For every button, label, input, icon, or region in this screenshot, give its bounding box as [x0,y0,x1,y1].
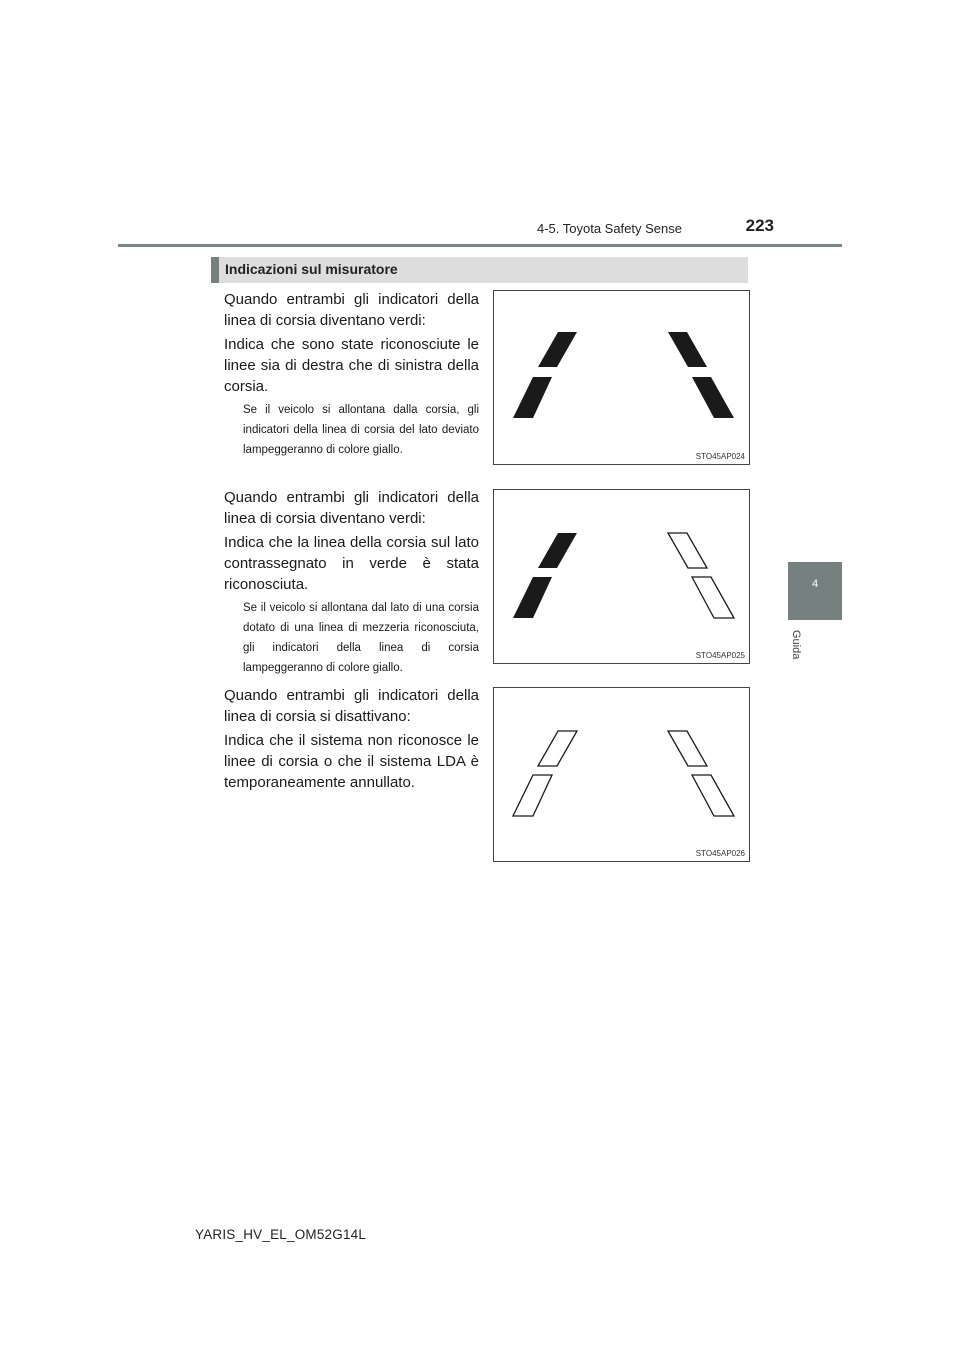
right-lane-upper-indicator [668,731,707,766]
left-lane-upper-indicator [538,332,577,367]
lane-indicators-illustration [494,490,751,665]
header-divider [118,244,842,247]
figure-no-lane-recognized [493,687,750,862]
right-lane-lower-indicator [692,377,734,418]
figure-one-lane-recognized [493,489,750,664]
left-lane-upper-indicator [538,731,577,766]
left-lane-lower-indicator [513,775,552,816]
block-2-title: Quando entrambi gli indicatori della linea di corsia diventano verdi: [224,489,479,527]
right-lane-upper-indicator [668,332,707,367]
block-3-title: Quando entrambi gli indicatori della linea di corsia si disattivano: [224,687,479,725]
figure-code: STO45AP026 [695,849,745,858]
left-lane-lower-indicator [513,377,552,418]
right-lane-lower-indicator [692,775,734,816]
figure-both-lanes-recognized [493,290,750,465]
section-heading [211,257,748,283]
header-section-title: 4-5. Toyota Safety Sense [536,221,682,236]
figure-code: STO45AP025 [695,651,745,660]
chapter-label-text: Guida [790,630,802,660]
figure-code: STO45AP024 [695,452,745,461]
page-number: 223 [745,216,774,235]
block-3-body: Indica che il sistema non riconosce le linee di corsia o che il sistema LDA è temporaneamente annullato. [224,732,479,791]
chapter-tab [788,562,842,620]
block-2-note: Se il veicolo si allontana dal lato di una corsia dotato di una linea di mezzeria riconosciuta, gli indicatori della linea di corsia lampeggeranno di colore giallo. [243,602,479,674]
block-1-body: Indica che sono state riconosciute le linee sia di destra che di sinistra della corsia. [224,336,479,395]
block-1-note: Se il veicolo si allontana dalla corsia, gli indicatori della linea di corsia del lato deviato lampeggeranno di colore giallo. [243,404,479,456]
block-1-title: Quando entrambi gli indicatori della linea di corsia diventano verdi: [224,291,479,329]
right-lane-lower-indicator [692,577,734,618]
left-lane-lower-indicator [513,577,552,618]
lane-indicators-illustration [494,688,751,863]
chapter-number: 4 [811,578,819,590]
right-lane-upper-indicator [668,533,707,568]
left-lane-upper-indicator [538,533,577,568]
lane-indicators-illustration [494,291,751,466]
block-2-body: Indica che la linea della corsia sul lato contrassegnato in verde è stata riconosciuta. [224,534,479,593]
chapter-label [782,630,806,680]
section-heading-text: Indicazioni sul misuratore [225,261,398,277]
footer-document-code: YARIS_HV_EL_OM52G14L [195,1227,367,1242]
